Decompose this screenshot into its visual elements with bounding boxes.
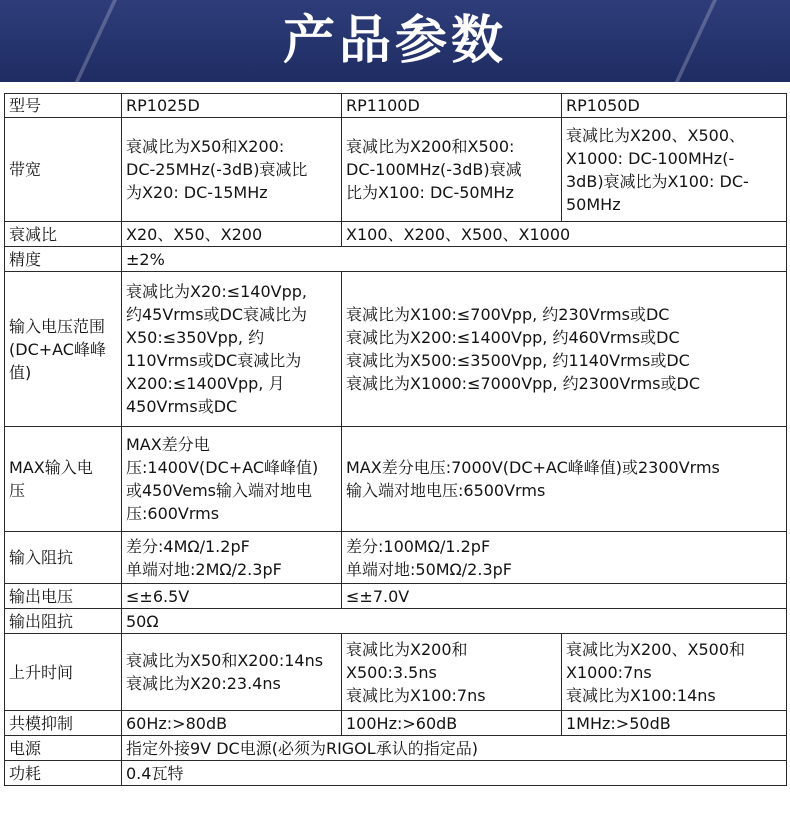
table-cell: 50Ω bbox=[122, 609, 787, 634]
page-title: 产品参数 bbox=[282, 11, 507, 71]
table-cell: MAX差分电 压:1400V(DC+AC峰峰值) 或450Vems输入端对地电 压:600Vrms bbox=[122, 427, 342, 532]
table-row-consumption bbox=[5, 761, 787, 786]
row-label: 输出阻抗 bbox=[5, 609, 122, 634]
table-row-input-impedance bbox=[5, 532, 787, 584]
row-label: 精度 bbox=[5, 247, 122, 272]
table-cell: 衰减比为X20:≤140Vpp, 约45Vrms或DC衰减比为 X50:≤350Vpp, 约 110Vrms或DC衰减比为 X200:≤1400Vpp, 月 450Vrms或DC bbox=[122, 272, 342, 427]
table-cell: MAX差分电压:7000V(DC+AC峰峰值)或2300Vrms 输入端对地电压:6500Vrms bbox=[342, 427, 787, 532]
row-label: MAX输入电 压 bbox=[5, 427, 122, 532]
table-cell: 衰减比为X50和X200: DC-25MHz(-3dB)衰减比 为X20: DC-15MHz bbox=[122, 118, 342, 222]
table-row-cmrr bbox=[5, 711, 787, 736]
table-row-input-range bbox=[5, 272, 787, 427]
table-cell: 100Hz:>60dB bbox=[342, 711, 562, 736]
row-label: 电源 bbox=[5, 736, 122, 761]
table-cell: 衰减比为X100:≤700Vpp, 约230Vrms或DC 衰减比为X200:≤1400Vpp, 约460Vrms或DC 衰减比为X500:≤3500Vpp, 约1140Vrms或DC 衰减比为X1000:≤7000Vpp, 约2300Vrms或DC bbox=[342, 272, 787, 427]
row-label: 上升时间 bbox=[5, 634, 122, 711]
row-label: 带宽 bbox=[5, 118, 122, 222]
table-cell: X100、X200、X500、X1000 bbox=[342, 222, 787, 247]
header-banner bbox=[0, 0, 790, 82]
model-rp1100d: RP1100D bbox=[342, 94, 562, 118]
table-row-rise-time bbox=[5, 634, 787, 711]
spec-table bbox=[4, 93, 787, 786]
table-row-power bbox=[5, 736, 787, 761]
table-row-output-voltage bbox=[5, 584, 787, 609]
table-cell: 0.4瓦特 bbox=[122, 761, 787, 786]
table-row-bandwidth bbox=[5, 118, 787, 222]
table-cell: 衰减比为X200和X500: DC-100MHz(-3dB)衰减 比为X100: DC-50MHz bbox=[342, 118, 562, 222]
table-row-attenuation bbox=[5, 222, 787, 247]
row-label: 输出电压 bbox=[5, 584, 122, 609]
table-cell: 1MHz:>50dB bbox=[562, 711, 787, 736]
model-rp1025d: RP1025D bbox=[122, 94, 342, 118]
table-cell: ≤±6.5V bbox=[122, 584, 342, 609]
table-cell: ±2% bbox=[122, 247, 787, 272]
row-label: 输入阻抗 bbox=[5, 532, 122, 584]
model-rp1050d: RP1050D bbox=[562, 94, 787, 118]
table-cell: X20、X50、X200 bbox=[122, 222, 342, 247]
row-label: 输入电压范围 (DC+AC峰峰 值) bbox=[5, 272, 122, 427]
table-row-accuracy bbox=[5, 247, 787, 272]
table-cell: 衰减比为X200、X500和 X1000:7ns 衰减比为X100:14ns bbox=[562, 634, 787, 711]
row-label: 共模抑制 bbox=[5, 711, 122, 736]
table-cell: 衰减比为X200、X500、 X1000: DC-100MHz(- 3dB)衰减比为X100: DC- 50MHz bbox=[562, 118, 787, 222]
table-cell: 差分:100MΩ/1.2pF 单端对地:50MΩ/2.3pF bbox=[342, 532, 787, 584]
table-cell: 指定外接9V DC电源(必须为RIGOL承认的指定品) bbox=[122, 736, 787, 761]
table-cell: 衰减比为X200和 X500:3.5ns 衰减比为X100:7ns bbox=[342, 634, 562, 711]
table-cell: 差分:4MΩ/1.2pF 单端对地:2MΩ/2.3pF bbox=[122, 532, 342, 584]
table-cell: 60Hz:>80dB bbox=[122, 711, 342, 736]
table-row-model bbox=[5, 94, 787, 118]
table-row-output-impedance bbox=[5, 609, 787, 634]
row-label: 型号 bbox=[5, 94, 122, 118]
row-label: 衰减比 bbox=[5, 222, 122, 247]
table-cell: ≤±7.0V bbox=[342, 584, 787, 609]
table-row-max-input bbox=[5, 427, 787, 532]
row-label: 功耗 bbox=[5, 761, 122, 786]
table-cell: 衰减比为X50和X200:14ns 衰减比为X20:23.4ns bbox=[122, 634, 342, 711]
